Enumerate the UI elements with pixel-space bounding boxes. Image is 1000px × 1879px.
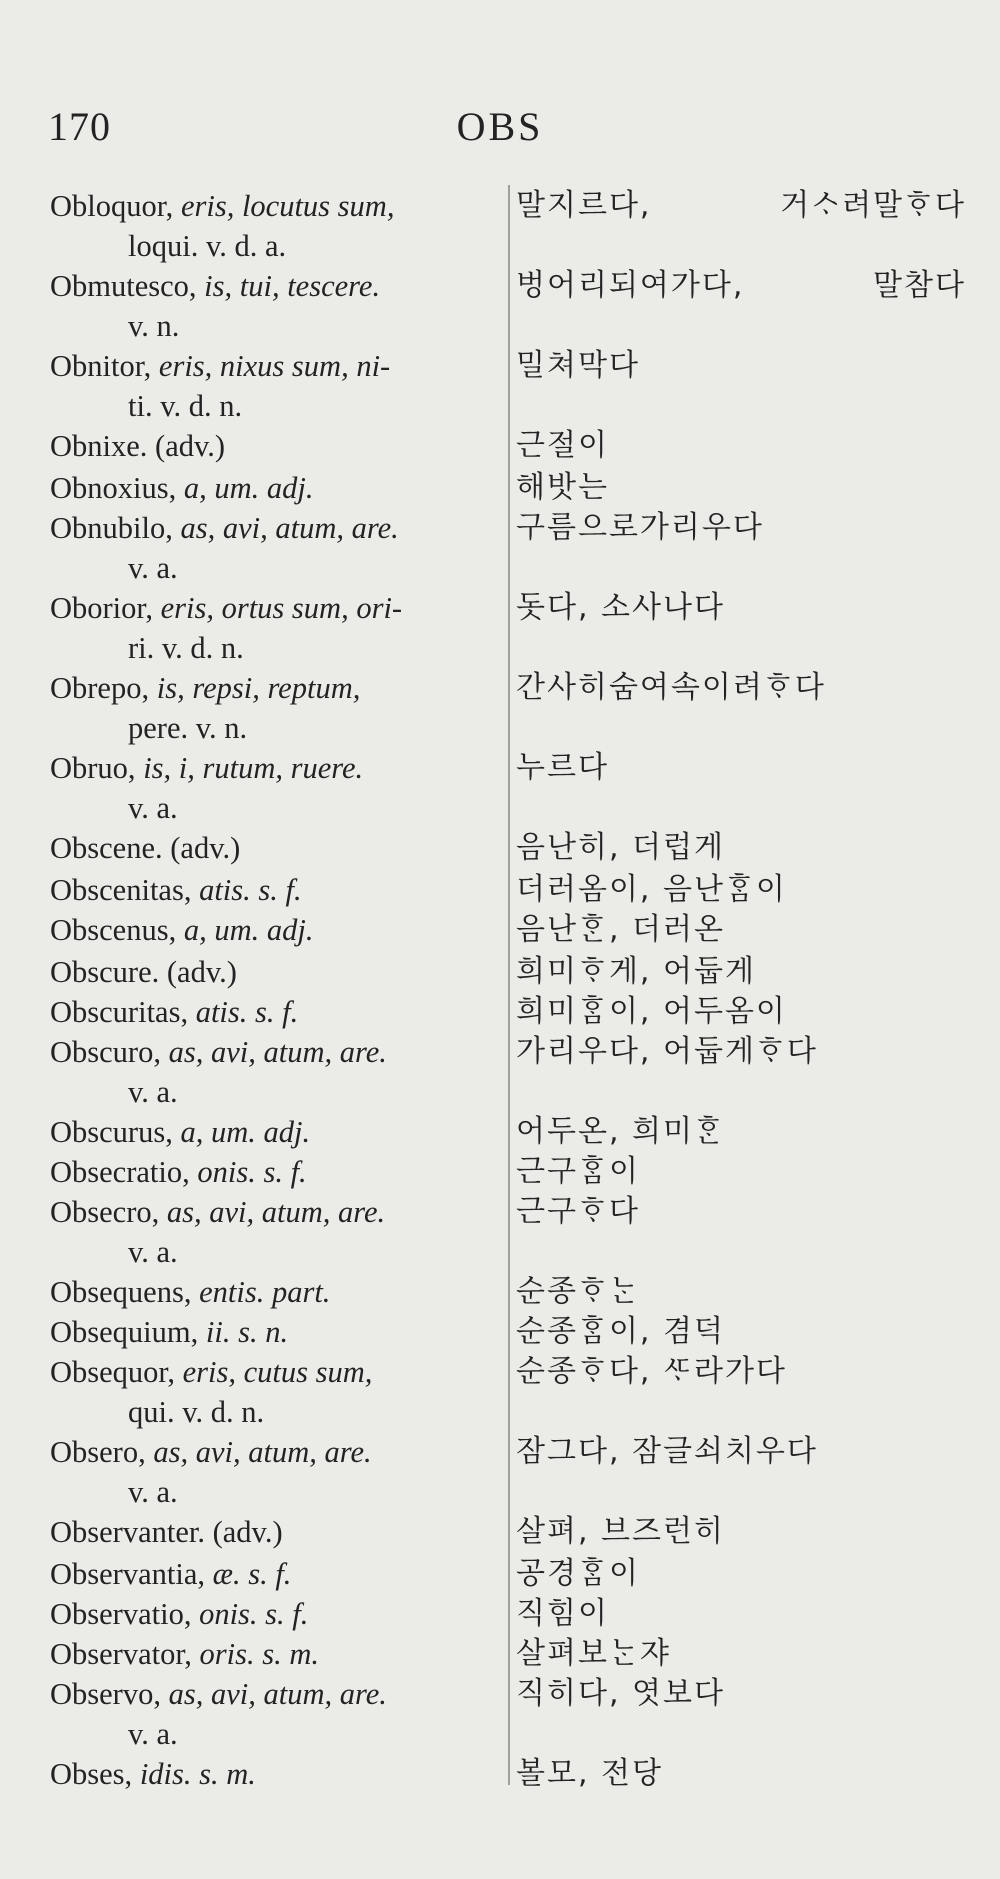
korean-gloss: [516, 1272, 976, 1312]
latin-headword: [50, 668, 500, 748]
dictionary-entry: [50, 1032, 970, 1112]
korean-gloss-text: 해밧는: [516, 470, 609, 505]
dictionary-entry: [50, 1112, 970, 1152]
korean-gloss-text: 순종ᄒᆞ다, ᄯᆞ라가다: [516, 1354, 787, 1389]
entry-continuation: loqui. v. d. a.: [128, 229, 287, 263]
entry-grammar: is, tui, tescere.: [196, 269, 381, 303]
entry-continuation: v. a.: [128, 1075, 178, 1109]
entry-grammar: as, avi, atum, are.: [145, 1435, 372, 1469]
korean-gloss-text: 구름으로가리우다: [516, 510, 764, 545]
korean-gloss: [516, 1192, 976, 1232]
entry-headword: Observator,: [50, 1637, 192, 1671]
korean-gloss: [516, 870, 976, 910]
korean-gloss-text-2: 말참다: [873, 268, 966, 303]
dictionary-entry: [50, 748, 970, 828]
entry-headword: Obscuro,: [50, 1035, 161, 1069]
entry-grammar: as, avi, atum, are.: [160, 1677, 387, 1711]
dictionary-entry: [50, 1272, 970, 1312]
entry-continuation: pere. v. n.: [128, 711, 248, 745]
latin-headword: [50, 508, 500, 588]
dictionary-entry: [50, 1554, 970, 1594]
korean-gloss-text: 희미ᄒᆞᆷ이, 어두옴이: [516, 994, 787, 1029]
dictionary-entry: [50, 992, 970, 1032]
entry-grammar: onis. s. f.: [191, 1597, 309, 1631]
korean-gloss: [516, 1554, 976, 1594]
entry-headword: Obscure. (adv.): [50, 955, 237, 989]
latin-headword: [50, 828, 500, 868]
entry-grammar: idis. s. m.: [132, 1757, 256, 1791]
entry-continuation: v. n.: [128, 309, 180, 343]
entry-headword: Obsero,: [50, 1435, 146, 1469]
latin-headword: [50, 1554, 500, 1594]
korean-gloss: [516, 266, 966, 306]
entry-grammar: eris, cutus sum,: [175, 1355, 373, 1389]
entry-headword: Obrepo,: [50, 671, 150, 705]
entry-headword: Obloquor,: [50, 189, 174, 223]
korean-gloss: [516, 1112, 976, 1152]
korean-gloss: [516, 1312, 976, 1352]
entry-headword: Obscenus,: [50, 913, 177, 947]
entry-continuation: qui. v. d. n.: [128, 1395, 265, 1429]
entry-grammar: atis. s. f.: [191, 873, 302, 907]
latin-headword: [50, 910, 500, 950]
dictionary-entry: [50, 870, 970, 910]
korean-gloss-text: 음난ᄒᆞᆫ, 더러온: [516, 912, 725, 947]
korean-gloss: [516, 588, 976, 628]
entry-grammar: eris, ortus sum, ori-: [152, 591, 403, 625]
korean-gloss: [516, 1512, 976, 1552]
latin-headword: [50, 1032, 500, 1112]
latin-headword: [50, 1674, 500, 1754]
korean-gloss: [516, 1754, 976, 1794]
entry-grammar: is, i, rutum, ruere.: [135, 751, 364, 785]
korean-gloss-text: 직힘이: [516, 1596, 609, 1631]
korean-gloss-text: 음난히, 더럽게: [516, 830, 725, 865]
korean-gloss: [516, 1634, 976, 1674]
entry-grammar: as, avi, atum, are.: [172, 511, 399, 545]
entry-grammar: ii. s. n.: [198, 1315, 289, 1349]
entry-continuation: v. a.: [128, 1235, 178, 1269]
korean-gloss-text: 순종ᄒᆞᆷ이, 겸덕: [516, 1314, 725, 1349]
entry-continuation: v. a.: [128, 1717, 178, 1751]
entry-headword: Observanter. (adv.): [50, 1515, 283, 1549]
korean-gloss: [516, 1152, 976, 1192]
korean-gloss: [516, 468, 976, 508]
entry-grammar: eris, locutus sum,: [173, 189, 395, 223]
dictionary-entry: [50, 508, 970, 588]
entry-grammar: a, um. adj.: [176, 471, 314, 505]
korean-gloss-text: 공경ᄒᆞᆷ이: [516, 1556, 640, 1591]
korean-gloss: [516, 1352, 976, 1392]
latin-headword: [50, 1152, 500, 1192]
latin-headword: [50, 1312, 500, 1352]
entry-headword: Obses,: [50, 1757, 133, 1791]
korean-gloss: [516, 1674, 976, 1714]
korean-gloss: [516, 952, 976, 992]
korean-gloss-text: 살펴, 브즈런히: [516, 1514, 725, 1549]
latin-headword: [50, 1192, 500, 1272]
dictionary-entry: [50, 1594, 970, 1634]
korean-gloss-text: 볼모, 전당: [516, 1756, 663, 1791]
korean-gloss-text: 간사히숨여속이려ᄒᆞ다: [516, 670, 826, 705]
korean-gloss-text: 더러옴이, 음난ᄒᆞᆷ이: [516, 872, 787, 907]
entry-continuation: v. a.: [128, 791, 178, 825]
korean-gloss: [516, 346, 976, 386]
korean-gloss: [516, 910, 976, 950]
latin-headword: [50, 1594, 500, 1634]
entry-grammar: a, um. adj.: [172, 1115, 311, 1149]
entry-continuation: v. a.: [128, 551, 178, 585]
latin-headword: [50, 426, 500, 466]
dictionary-entry: [50, 828, 970, 868]
dictionary-entry: [50, 468, 970, 508]
dictionary-entry: [50, 1312, 970, 1352]
entry-headword: Obmutesco,: [50, 269, 197, 303]
korean-gloss-text: 희미ᄒᆞ게, 어둡게: [516, 954, 756, 989]
latin-headword: [50, 266, 500, 346]
dictionary-entry: [50, 952, 970, 992]
entry-grammar: eris, nixus sum, ni-: [151, 349, 391, 383]
entry-headword: Obnixe. (adv.): [50, 429, 226, 463]
korean-gloss-text: 살펴보ᄂᆞᆫ쟈: [516, 1636, 671, 1671]
dictionary-entry: [50, 1352, 970, 1432]
entry-headword: Observantia,: [50, 1557, 205, 1591]
entry-continuation: v. a.: [128, 1475, 178, 1509]
entry-headword: Obnubilo,: [50, 511, 173, 545]
dictionary-entry: [50, 186, 970, 266]
entry-headword: Obnitor,: [50, 349, 152, 383]
entry-grammar: a, um. adj.: [176, 913, 314, 947]
korean-gloss-text: 돗다, 소사나다: [516, 590, 725, 625]
korean-gloss: [516, 508, 976, 548]
latin-headword: [50, 1754, 500, 1794]
latin-headword: [50, 992, 500, 1032]
latin-headword: [50, 748, 500, 828]
entry-grammar: atis. s. f.: [188, 995, 299, 1029]
korean-gloss: [516, 186, 966, 226]
entry-grammar: oris. s. m.: [191, 1637, 320, 1671]
dictionary-entry: [50, 1754, 970, 1794]
dictionary-entry: [50, 910, 970, 950]
entry-headword: Obscuritas,: [50, 995, 189, 1029]
entry-headword: Observatio,: [50, 1597, 192, 1631]
entry-headword: Obsequium,: [50, 1315, 199, 1349]
korean-gloss: [516, 992, 976, 1032]
page-number: 170: [48, 104, 111, 149]
dictionary-entry: [50, 426, 970, 466]
dictionary-entry: [50, 1634, 970, 1674]
dictionary-entry: [50, 1674, 970, 1754]
korean-gloss: [516, 1594, 976, 1634]
korean-gloss: [516, 748, 976, 788]
entry-headword: Obscenitas,: [50, 873, 192, 907]
entry-grammar: æ. s. f.: [205, 1557, 292, 1591]
entry-headword: Obsecro,: [50, 1195, 160, 1229]
entry-headword: Oborior,: [50, 591, 153, 625]
korean-gloss-text: 순종ᄒᆞᄂᆞᆫ: [516, 1274, 640, 1309]
korean-gloss-text: 가리우다, 어둡게ᄒᆞ다: [516, 1034, 818, 1069]
korean-gloss-text: 잠그다, 잠글쇠치우다: [516, 1434, 818, 1469]
running-head: OBS: [456, 104, 544, 149]
entry-headword: Obscurus,: [50, 1115, 173, 1149]
dictionary-entry: [50, 1432, 970, 1512]
latin-headword: [50, 588, 500, 668]
latin-headword: [50, 1634, 500, 1674]
dictionary-entry: [50, 668, 970, 748]
korean-gloss: [516, 1032, 976, 1072]
korean-gloss-text: 직히다, 엿보다: [516, 1676, 725, 1711]
latin-headword: [50, 346, 500, 426]
latin-headword: [50, 1352, 500, 1432]
korean-gloss: [516, 828, 976, 868]
page-header: [0, 95, 1000, 155]
entry-grammar: as, avi, atum, are.: [159, 1195, 386, 1229]
latin-headword: [50, 870, 500, 910]
korean-gloss-text: 근구ᄒᆞ다: [516, 1194, 640, 1229]
dictionary-entry: [50, 266, 970, 346]
entry-headword: Obnoxius,: [50, 471, 177, 505]
korean-gloss: [516, 426, 976, 466]
latin-headword: [50, 468, 500, 508]
dictionary-entry: [50, 1512, 970, 1552]
latin-headword: [50, 1112, 500, 1152]
latin-headword: [50, 1512, 500, 1552]
entry-grammar: entis. part.: [191, 1275, 331, 1309]
korean-gloss-text: 근구ᄒᆞᆷ이: [516, 1154, 640, 1189]
entry-continuation: ri. v. d. n.: [128, 631, 244, 665]
korean-gloss: [516, 668, 976, 708]
korean-gloss-text: 근절이: [516, 428, 609, 463]
dictionary-entry: [50, 1152, 970, 1192]
korean-gloss-text: 어두온, 희미ᄒᆞᆫ: [516, 1114, 725, 1149]
entry-continuation: ti. v. d. n.: [128, 389, 243, 423]
entry-headword: Obruo,: [50, 751, 136, 785]
entry-headword: Obsecratio,: [50, 1155, 190, 1189]
dictionary-entry: [50, 346, 970, 426]
entry-headword: Obscene. (adv.): [50, 831, 241, 865]
korean-gloss-text: 벙어리되여가다,: [516, 268, 745, 303]
latin-headword: [50, 1432, 500, 1512]
dictionary-entry: [50, 1192, 970, 1272]
korean-gloss-text: 밀쳐막다: [516, 348, 640, 383]
korean-gloss-text-2: 거ᄉᆞ려말ᄒᆞ다: [780, 188, 966, 223]
entry-headword: Obsequens,: [50, 1275, 192, 1309]
entry-grammar: onis. s. f.: [189, 1155, 307, 1189]
entry-grammar: as, avi, atum, are.: [160, 1035, 387, 1069]
entry-headword: Observo,: [50, 1677, 161, 1711]
latin-headword: [50, 1272, 500, 1312]
latin-headword: [50, 186, 500, 266]
entry-grammar: is, repsi, reptum,: [149, 671, 361, 705]
korean-gloss: [516, 1432, 976, 1472]
korean-gloss-text: 말지르다,: [516, 188, 652, 223]
entry-headword: Obsequor,: [50, 1355, 175, 1389]
latin-headword: [50, 952, 500, 992]
dictionary-entry: [50, 588, 970, 668]
korean-gloss-text: 누르다: [516, 750, 609, 785]
